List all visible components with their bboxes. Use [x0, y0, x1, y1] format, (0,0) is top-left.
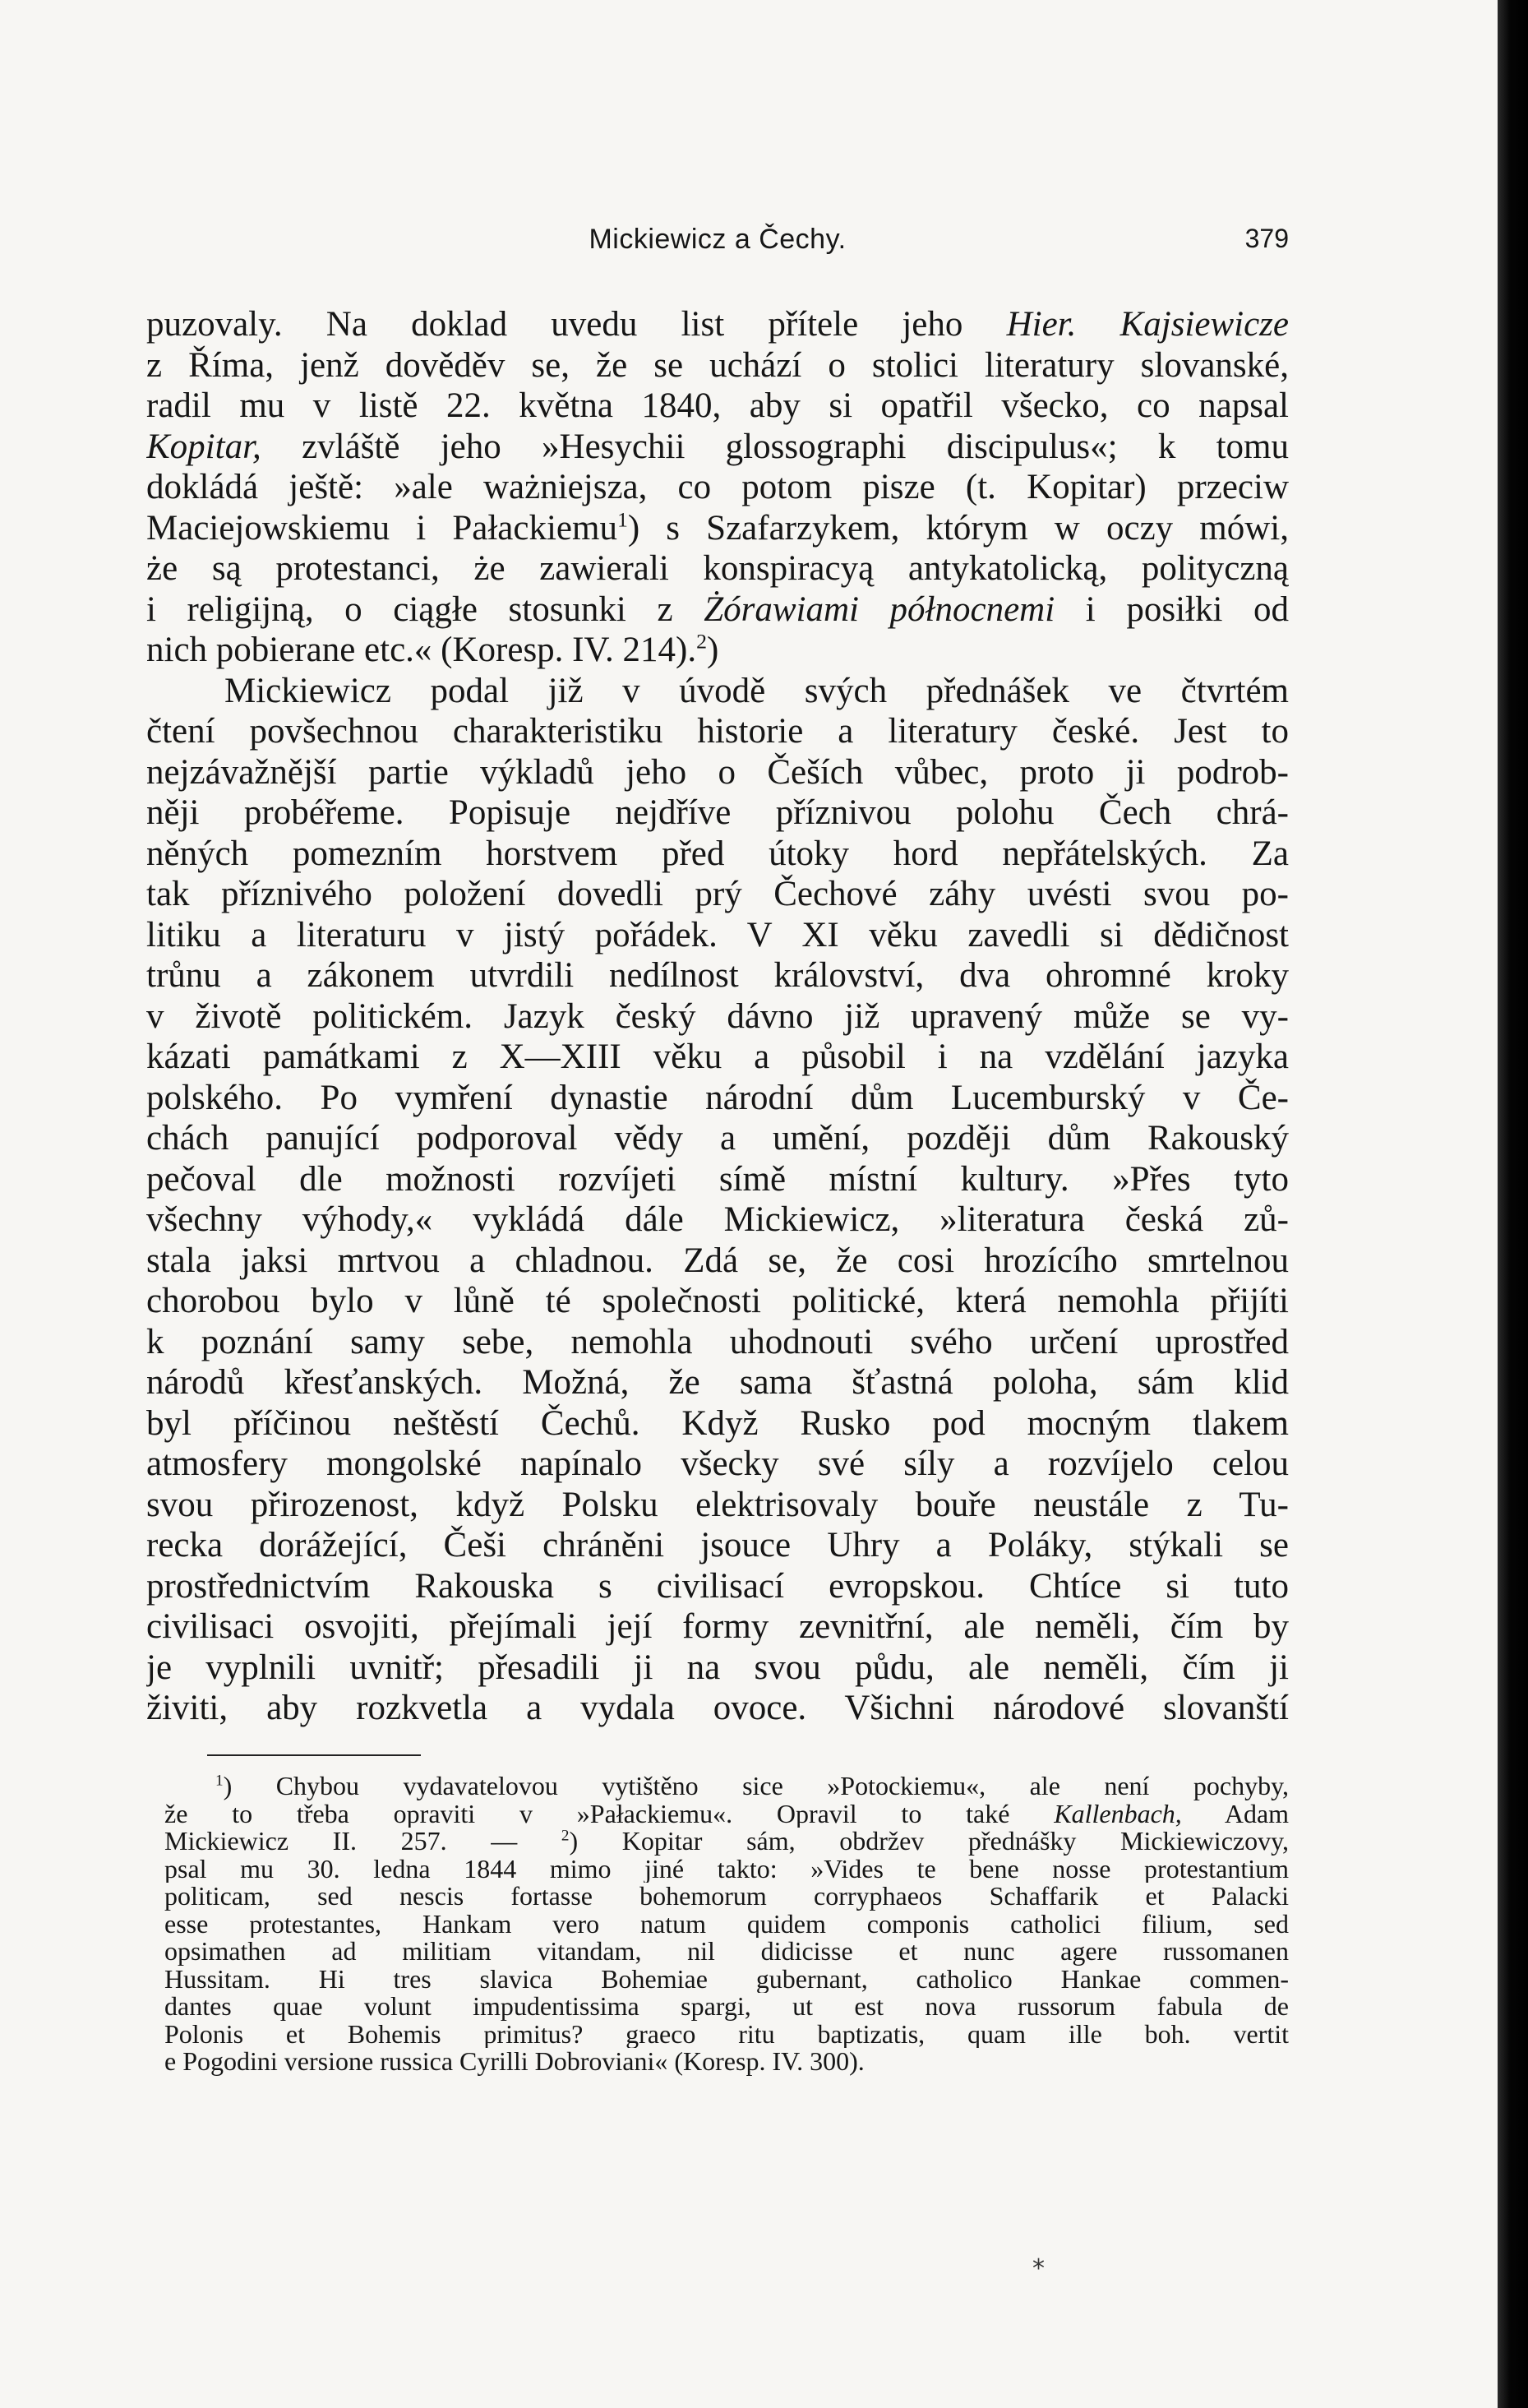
text-line: puzovaly. Na doklad uvedu list přítele jeho Hier. Kajsiewicze — [146, 305, 1289, 344]
footnote-line: psal mu 30. ledna 1844 mimo jiné takto: »Vides te bene nosse protestantium — [164, 1855, 1289, 1883]
text-line: recka dorážející, Češi chráněni jsouce Uhry a Poláky, stýkali se — [146, 1526, 1289, 1565]
footnote-line: že to třeba opraviti v »Pałackiemu«. Opravil to také Kallenbach, Adam — [164, 1800, 1289, 1828]
footnote-ref: 1 — [616, 507, 628, 532]
text-line: z Říma, jenž dověděv se, že se uchází o stolici literatury slovanské, — [146, 345, 1289, 385]
main-text — [146, 304, 1289, 1729]
text-line: civilisaci osvojiti, přejímali její formy zevnitřní, ale neměli, čím by — [146, 1607, 1289, 1646]
page-number: 379 — [1244, 224, 1289, 253]
italic-name: Kallenbach, — [1054, 1800, 1182, 1828]
text-line: że są protestanci, że zawierali konspiracyą antykatolicką, polityczną — [146, 549, 1289, 588]
text-line: prostřednictvím Rakouska s civilisací evropskou. Chtíce si tuto — [146, 1566, 1289, 1606]
text-line: čtení povšechnou charakteristiku historie a literatury české. Jest to — [146, 712, 1289, 751]
page-header — [146, 224, 1289, 265]
running-title: Mickiewicz a Čechy. — [589, 224, 847, 255]
footnote-line: $^1$) Chybou vydavatelovou vytištěno sice »Potockiemu«, ale není pochyby, — [215, 1772, 1289, 1800]
italic-name: Hier. Kajsiewicze — [1006, 305, 1289, 344]
text-line: trůnu a zákonem utvrdili nedílnost království, dva ohromné kroky — [146, 956, 1289, 995]
text-line: Maciejowskiemu i Pałackiemu$^1$) s Szafarzykem, którym w oczy mówi, — [146, 507, 1289, 548]
text-line: litiku a literaturu v jistý pořádek. V XI věku zavedli si dědičnost — [146, 915, 1289, 954]
text-line: tak příznivého položení dovedli prý Čechové záhy uvésti svou po- — [146, 875, 1289, 913]
scan-border — [1498, 0, 1528, 2408]
text-line: Kopitar, zvláště jeho »Hesychii glossographi discipulus«; k tomu — [146, 427, 1289, 466]
text-line: něných pomezním horstvem před útoky hord nepřátelských. Za — [146, 834, 1289, 873]
footnote-line: dantes quae volunt impudentissima spargi, ut est nova russorum fabula de — [164, 1993, 1289, 2021]
text-line: nejzávažnější partie výkladů jeho o Češích vůbec, proto ji podrob- — [146, 752, 1289, 792]
text-line: něji probéřeme. Popisuje nejdříve příznivou polohu Čech chrá- — [146, 793, 1289, 832]
footnotes — [164, 1772, 1289, 2076]
text-line: atmosfery mongolské napínalo všecky své síly a rozvíjelo celou — [146, 1444, 1289, 1483]
text-line: polského. Po vymření dynastie národní dům Lucemburský v Če- — [146, 1078, 1289, 1117]
printer-signature-mark: * — [1032, 2254, 1045, 2283]
text-line: všechny výhody,« vykládá dále Mickiewicz, »literatura česká zů- — [146, 1200, 1289, 1239]
footnote-line: esse protestantes, Hankam vero natum quidem componis catholici filium, sed — [164, 1910, 1289, 1938]
text-line: kázati památkami z X—XIII věku a působil i na vzdělání jazyka — [146, 1038, 1289, 1076]
footnote-line: Hussitam. Hi tres slavica Bohemiae gubernant, catholico Hankae commen- — [164, 1965, 1289, 1993]
text-line: nich pobierane etc.« (Koresp. IV. 214).$^2$) — [146, 630, 719, 669]
text-line: v životě politickém. Jazyk český dávno již upravený může se vy- — [146, 996, 1289, 1036]
text-line: živiti, aby rozkvetla a vydala ovoce. Všichni národové slovanští — [146, 1689, 1289, 1727]
text-line: i religijną, o ciągłe stosunki z Żórawiami północnemi i posiłki od — [146, 589, 1289, 629]
footnote-separator — [207, 1754, 421, 1756]
text-line: svou přirozenost, když Polsku elektrisovaly bouře neustále z Tu- — [146, 1485, 1289, 1524]
italic-phrase: Żórawiami północnemi — [704, 589, 1055, 629]
footnote-line: Mickiewicz II. 257. — $^2$) Kopitar sám, obdržev přednášky Mickiewiczovy, — [164, 1828, 1289, 1856]
text-line: byl příčinou neštěstí Čechů. Když Rusko pod mocným tlakem — [146, 1403, 1289, 1443]
italic-name: Kopitar, — [146, 427, 261, 466]
footnote-marker: 1 — [215, 1772, 224, 1790]
text-line: radil mu v listě 22. května 1840, aby si opatřil všecko, co napsal — [146, 386, 1289, 425]
footnote-ref: 2 — [696, 630, 707, 654]
text-line: chorobou bylo v lůně té společnosti politické, která nemohla přijíti — [146, 1282, 1289, 1320]
text-line: pečoval dle možnosti rozvíjeti símě místní kultury. »Přes tyto — [146, 1159, 1289, 1199]
text-line: dokládá ještě: »ale ważniejsza, co potom pisze (t. Kopitar) przeciw — [146, 468, 1289, 506]
text-line: je vyplnili uvnitř; přesadili ji na svou půdu, ale neměli, čím ji — [146, 1648, 1289, 1687]
footnote-line: opsimathen ad militiam vitandam, nil didicisse et nunc agere russomanen — [164, 1938, 1289, 1966]
text-line: chách panující podporoval vědy a umění, později dům Rakouský — [146, 1119, 1289, 1158]
footnote-line: politicam, sed nescis fortasse bohemorum corryphaeos Schaffarik et Palacki — [164, 1883, 1289, 1911]
footnote-line: Polonis et Bohemis primitus? graeco ritu baptizatis, quam ille boh. vertit — [164, 2020, 1289, 2048]
text-line: národů křesťanských. Možná, že sama šťastná poloha, sám klid — [146, 1363, 1289, 1402]
text-line: Mickiewicz podal již v úvodě svých přednášek ve čtvrtém — [224, 671, 1289, 710]
text-line: stala jaksi mrtvou a chladnou. Zdá se, že cosi hrozícího smrtelnou — [146, 1241, 1289, 1280]
footnote-line: e Pogodini versione russica Cyrilli Dobroviani« (Koresp. IV. 300). — [164, 2048, 865, 2076]
footnote-marker: 2 — [561, 1828, 570, 1845]
text-line: k poznání samy sebe, nemohla uhodnouti svého určení uprostřed — [146, 1322, 1289, 1361]
